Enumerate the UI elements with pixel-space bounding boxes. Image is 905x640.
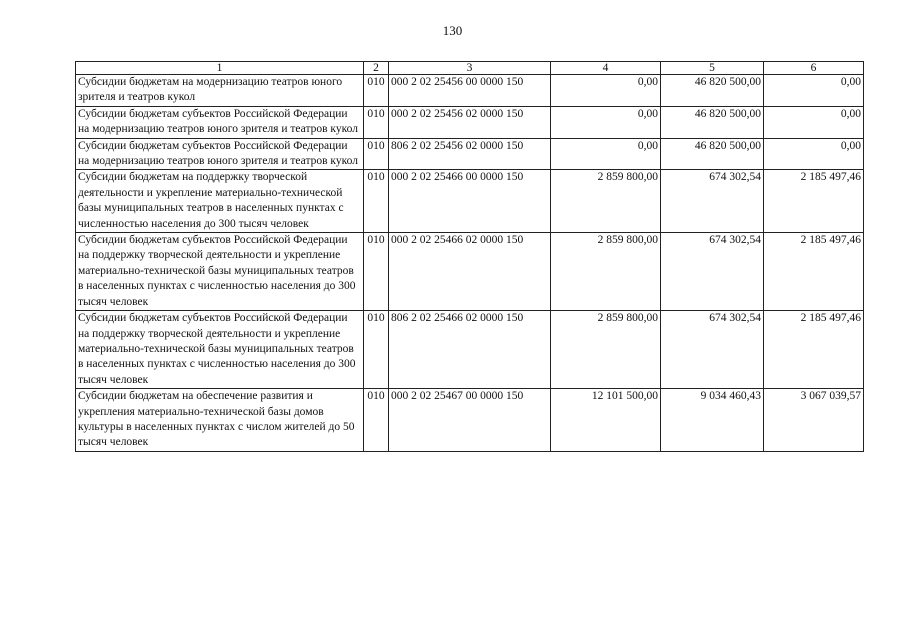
row-admin-code: 010 (364, 75, 389, 107)
row-col4-amount: 0,00 (551, 138, 661, 170)
row-col5-amount: 674 302,54 (661, 311, 764, 389)
row-budget-code: 000 2 02 25466 00 0000 150 (389, 170, 551, 233)
row-col4-amount: 0,00 (551, 75, 661, 107)
page-number: 130 (442, 23, 463, 38)
row-col4-amount: 12 101 500,00 (551, 389, 661, 452)
row-col5-amount: 46 820 500,00 (661, 138, 764, 170)
table-row (76, 389, 864, 452)
row-budget-code: 000 2 02 25466 02 0000 150 (389, 233, 551, 311)
row-col4-amount: 2 859 800,00 (551, 170, 661, 233)
row-name: Субсидии бюджетам субъектов Российской Федерации на поддержку творческой деятельности и укрепление материально-технической базы муниципальных театров в населенных пунктах с численностью населения до 300 тысяч человек (76, 233, 364, 311)
row-col6-amount: 2 185 497,46 (764, 311, 864, 389)
row-admin-code: 010 (364, 311, 389, 389)
row-budget-code: 806 2 02 25466 02 0000 150 (389, 311, 551, 389)
row-admin-code: 010 (364, 233, 389, 311)
table-row (76, 233, 864, 311)
row-col4-amount: 2 859 800,00 (551, 311, 661, 389)
table-row (76, 75, 864, 107)
budget-table (75, 61, 864, 452)
row-budget-code: 000 2 02 25456 00 0000 150 (389, 75, 551, 107)
row-name: Субсидии бюджетам на обеспечение развития и укрепления материально-технической базы домов культуры в населенных пунктах с числом жителей до 50 тысяч человек (76, 389, 364, 452)
row-name: Субсидии бюджетам субъектов Российской Федерации на поддержку творческой деятельности и укрепление материально-технической базы муниципальных театров в населенных пунктах с численностью населения до 300 тысяч человек (76, 311, 364, 389)
header-row (76, 62, 864, 75)
column-header-4: 4 (551, 62, 661, 75)
table-row (76, 106, 864, 138)
column-header-2: 2 (364, 62, 389, 75)
row-col6-amount: 0,00 (764, 75, 864, 107)
row-admin-code: 010 (364, 170, 389, 233)
row-name: Субсидии бюджетам субъектов Российской Федерации на модернизацию театров юного зрителя и театров кукол (76, 138, 364, 170)
column-header-3: 3 (389, 62, 551, 75)
row-budget-code: 000 2 02 25456 02 0000 150 (389, 106, 551, 138)
row-admin-code: 010 (364, 106, 389, 138)
row-admin-code: 010 (364, 138, 389, 170)
row-col5-amount: 46 820 500,00 (661, 106, 764, 138)
column-header-5: 5 (661, 62, 764, 75)
row-col5-amount: 9 034 460,43 (661, 389, 764, 452)
row-col6-amount: 3 067 039,57 (764, 389, 864, 452)
table-row (76, 138, 864, 170)
row-col6-amount: 0,00 (764, 138, 864, 170)
column-header-6: 6 (764, 62, 864, 75)
row-col4-amount: 2 859 800,00 (551, 233, 661, 311)
table-row (76, 170, 864, 233)
row-col4-amount: 0,00 (551, 106, 661, 138)
row-name: Субсидии бюджетам на модернизацию театров юного зрителя и театров кукол (76, 75, 364, 107)
row-col6-amount: 2 185 497,46 (764, 170, 864, 233)
row-col6-amount: 0,00 (764, 106, 864, 138)
row-admin-code: 010 (364, 389, 389, 452)
row-budget-code: 806 2 02 25456 02 0000 150 (389, 138, 551, 170)
row-name: Субсидии бюджетам субъектов Российской Федерации на модернизацию театров юного зрителя и театров кукол (76, 106, 364, 138)
table-row (76, 311, 864, 389)
row-name: Субсидии бюджетам на поддержку творческой деятельности и укрепление материально-технической базы муниципальных театров в населенных пунктах с численностью населения до 300 тысяч человек (76, 170, 364, 233)
column-header-1: 1 (76, 62, 364, 75)
row-col5-amount: 674 302,54 (661, 233, 764, 311)
row-col6-amount: 2 185 497,46 (764, 233, 864, 311)
row-budget-code: 000 2 02 25467 00 0000 150 (389, 389, 551, 452)
row-col5-amount: 46 820 500,00 (661, 75, 764, 107)
row-col5-amount: 674 302,54 (661, 170, 764, 233)
